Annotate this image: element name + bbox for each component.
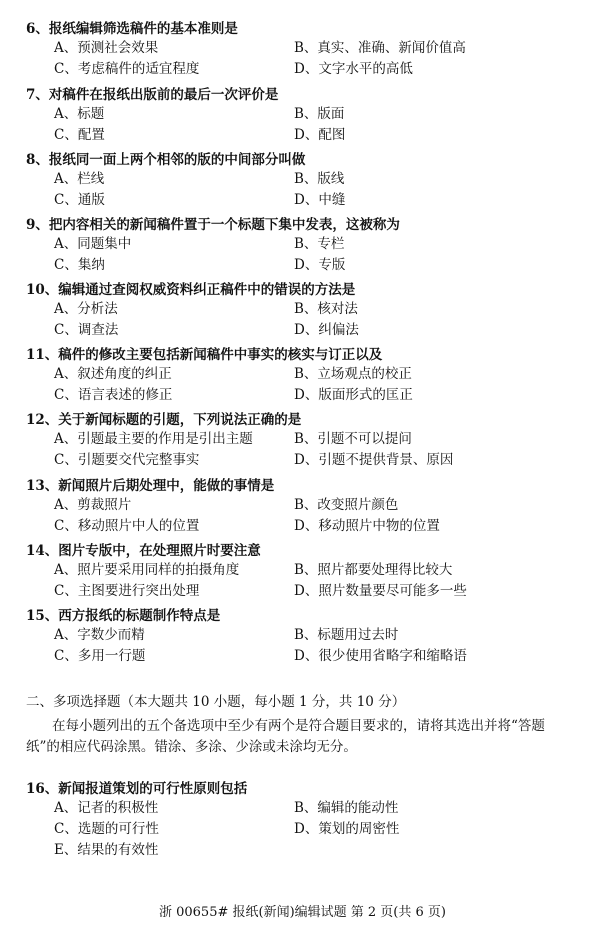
section-heading: 二、多项选择题（本大题共 10 小题，每小题 1 分，共 10 分）	[26, 694, 406, 710]
option-e: E、结果的有效性	[54, 842, 159, 859]
question-stem: 15、西方报纸的标题制作特点是	[26, 608, 221, 624]
option-d: D、配图	[294, 127, 346, 144]
section-instruction: 在每小题列出的五个备选项中至少有两个是符合题目要求的，请将其选出并将“答题纸”的相应代码涂黑。错涂、多涂、少涂或未涂均无分。	[26, 718, 545, 755]
question-7	[26, 86, 586, 145]
question-16	[26, 780, 586, 860]
question-options	[26, 365, 586, 405]
question-options	[26, 105, 586, 145]
option-c: C、选题的可行性	[54, 821, 159, 838]
option-b: B、编辑的能动性	[294, 800, 399, 816]
question-options	[26, 39, 586, 79]
section-multiple-choice	[26, 693, 586, 758]
option-d: D、策划的周密性	[294, 821, 400, 838]
question-11	[26, 346, 586, 405]
option-b: B、立场观点的校正	[294, 366, 412, 382]
option-c: C、配置	[54, 127, 105, 144]
option-d: D、很少使用省略字和缩略语	[294, 648, 467, 665]
question-options	[26, 170, 586, 210]
option-d: D、纠偏法	[294, 322, 359, 339]
question-stem: 16、新闻报道策划的可行性原则包括	[26, 781, 248, 797]
question-stem: 6、报纸编辑筛选稿件的基本准则是	[26, 21, 238, 37]
option-c: C、集纳	[54, 257, 105, 274]
question-6	[26, 20, 586, 79]
question-options	[26, 430, 586, 470]
option-b: B、真实、准确、新闻价值高	[294, 40, 466, 56]
question-stem: 10、编辑通过查阅权威资料纠正稿件中的错误的方法是	[26, 282, 356, 298]
option-b: B、引题不可以提问	[294, 431, 412, 447]
option-c: C、引题要交代完整事实	[54, 452, 200, 469]
option-a: A、同题集中	[54, 236, 132, 252]
option-c: C、通版	[54, 192, 105, 209]
option-c: C、考虑稿件的适宜程度	[54, 61, 200, 78]
option-b: B、照片都要处理得比较大	[294, 562, 453, 578]
question-options	[26, 496, 586, 536]
option-b: B、专栏	[294, 236, 345, 252]
option-d: D、照片数量要尽可能多一些	[294, 583, 467, 600]
question-15	[26, 607, 586, 666]
option-c: C、调查法	[54, 322, 119, 339]
question-stem: 11、稿件的修改主要包括新闻稿件中事实的核实与订正以及	[26, 347, 383, 363]
option-d: D、版面形式的匡正	[294, 387, 413, 404]
question-options	[26, 561, 586, 601]
option-a: A、预测社会效果	[54, 40, 159, 56]
option-c: C、主图要进行突出处理	[54, 583, 200, 600]
option-a: A、标题	[54, 106, 105, 122]
question-stem: 14、图片专版中，在处理照片时要注意	[26, 543, 261, 559]
option-b: B、标题用过去时	[294, 627, 399, 643]
question-options	[26, 235, 586, 275]
option-a: A、字数少而精	[54, 627, 145, 643]
option-d: D、中缝	[294, 192, 346, 209]
option-a: A、栏线	[54, 171, 105, 187]
option-d: D、移动照片中物的位置	[294, 518, 440, 535]
question-stem: 12、关于新闻标题的引题，下列说法正确的是	[26, 412, 302, 428]
option-b: B、改变照片颜色	[294, 497, 399, 513]
option-b: B、版面	[294, 106, 345, 122]
page-footer: 浙 00655# 报纸(新闻)编辑试题 第 2 页(共 6 页)	[158, 905, 446, 920]
question-10	[26, 281, 586, 340]
option-b: B、版线	[294, 171, 345, 187]
question-options	[26, 799, 586, 860]
question-stem: 8、报纸同一面上两个相邻的版的中间部分叫做	[26, 152, 306, 168]
option-d: D、引题不提供背景、原因	[294, 452, 454, 469]
option-d: D、专版	[294, 257, 346, 274]
question-options	[26, 626, 586, 666]
option-c: C、多用一行题	[54, 648, 146, 665]
question-8	[26, 151, 586, 210]
question-stem: 13、新闻照片后期处理中，能做的事情是	[26, 478, 275, 494]
option-a: A、分析法	[54, 301, 118, 317]
option-b: B、核对法	[294, 301, 358, 317]
question-14	[26, 542, 586, 601]
option-c: C、语言表述的修正	[54, 387, 173, 404]
question-stem: 9、把内容相关的新闻稿件置于一个标题下集中发表，这被称为	[26, 217, 400, 233]
question-13	[26, 477, 586, 536]
option-a: A、记者的积极性	[54, 800, 159, 816]
option-a: A、引题最主要的作用是引出主题	[54, 431, 253, 447]
option-a: A、照片要采用同样的拍摄角度	[54, 562, 240, 578]
option-a: A、剪裁照片	[54, 497, 132, 513]
option-a: A、叙述角度的纠正	[54, 366, 172, 382]
question-stem: 7、对稿件在报纸出版前的最后一次评价是	[26, 87, 279, 103]
option-d: D、文字水平的高低	[294, 61, 413, 78]
question-9	[26, 216, 586, 275]
question-options	[26, 300, 586, 340]
option-c: C、移动照片中人的位置	[54, 518, 200, 535]
question-12	[26, 411, 586, 470]
